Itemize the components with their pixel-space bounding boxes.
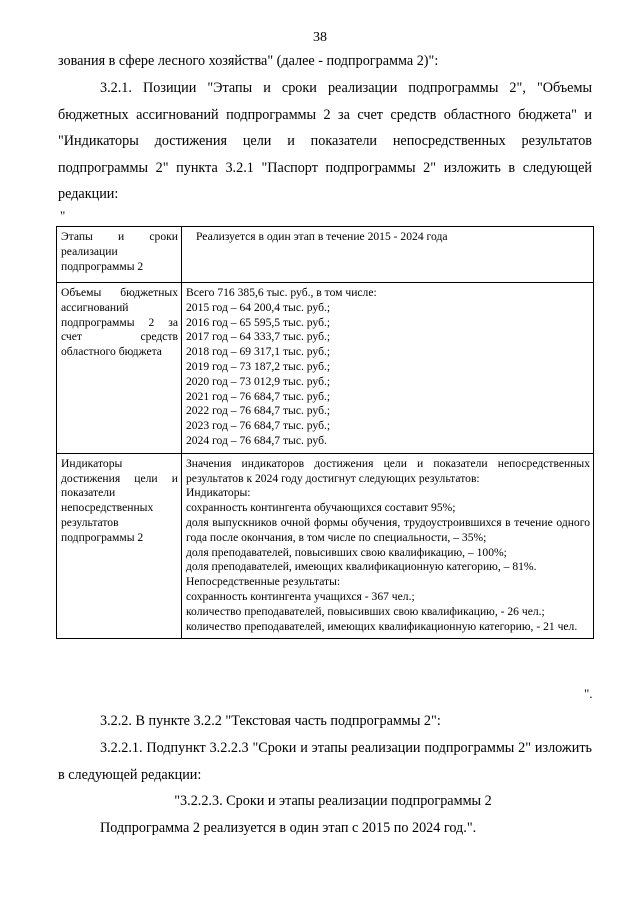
row-label-indicators: Индикаторы достижения цели и показатели непосредственных результатов подпрограммы 2 <box>57 453 182 639</box>
budget-line-2019: 2019 год – 73 187,2 тыс. руб.; <box>186 359 331 373</box>
budget-total: Всего 716 385,6 тыс. руб., в том числе: <box>186 286 377 299</box>
intro-continuation: зования в сфере лесного хозяйства" (далее - подпрограмма 2)": <box>58 53 439 69</box>
paragraph-3-2-2: 3.2.2. В пункте 3.2.2 "Текстовая часть подпрограммы 2": <box>100 713 441 729</box>
result-line: количество преподавателей, повысивших свою квалификацию, - 26 чел.; <box>186 604 545 618</box>
open-quote: " <box>60 208 66 223</box>
paragraph-3-2-2-1: 3.2.2.1. Подпункт 3.2.2.3 "Сроки и этапы реализации подпрограммы 2" изложить в следующей редакции: <box>58 740 592 783</box>
heading-3-2-2-3: "3.2.2.3. Сроки и этапы реализации подпрограммы 2 <box>174 793 492 809</box>
table-row-indicators <box>57 453 594 639</box>
budget-line-2020: 2020 год – 73 012,9 тыс. руб.; <box>186 374 331 388</box>
budget-line-2016: 2016 год – 65 595,5 тыс. руб.; <box>186 315 331 329</box>
result-line: сохранность контингента учащихся - 367 чел.; <box>186 589 415 603</box>
row-label-stages: Этапы и сроки реализации подпрограммы 2 <box>57 227 182 283</box>
indicator-line: доля выпускников очной формы обучения, трудоустроившихся в течение одного года после окончания, в том числе по специальности, – 35%; <box>186 515 590 544</box>
indicators-intro: Значения индикаторов достижения цели и показатели непосредственных результатов к 2024 году достигнут следующих результатов: <box>186 456 590 485</box>
paragraph-3-2-1: 3.2.1. Позиции "Этапы и сроки реализации подпрограммы 2", "Объемы бюджетных ассигнований подпрограммы 2 за счет средств областного бюджета" и "Индикаторы достижения цели и показатели непосредственных результатов подпрограммы 2" пункта 3.2.1 "Паспорт подпрограммы 2" изложить в следующей редакции: <box>58 80 592 202</box>
row-label-budget: Объемы бюджетных ассигнований подпрограммы 2 за счет средств областного бюджета <box>57 283 182 454</box>
indicators-heading: Индикаторы: <box>186 486 251 500</box>
budget-line-2017: 2017 год – 64 333,7 тыс. руб.; <box>186 330 331 344</box>
results-heading: Непосредственные результаты: <box>186 575 341 589</box>
close-quote: ". <box>584 686 593 701</box>
budget-line-2018: 2018 год – 69 317,1 тыс. руб.; <box>186 345 331 359</box>
row-value-stages <box>182 227 594 283</box>
indicator-line: сохранность контингента обучающихся составит 95%; <box>186 501 456 515</box>
indicator-line: доля преподавателей, имеющих квалификационную категорию, – 81%. <box>186 560 537 574</box>
budget-line-2015: 2015 год – 64 200,4 тыс. руб.; <box>186 300 331 314</box>
page-number: 38 <box>313 30 327 45</box>
result-line: количество преподавателей, имеющих квалификационную категорию, - 21 чел. <box>186 619 578 633</box>
row-value-budget <box>182 283 594 454</box>
row-value-indicators <box>182 453 594 639</box>
budget-line-2022: 2022 год – 76 684,7 тыс. руб.; <box>186 404 331 418</box>
value-line: Реализуется в один этап в течение 2015 - 2024 года <box>196 230 448 243</box>
table-row-stages <box>57 227 594 283</box>
budget-line-2023: 2023 год – 76 684,7 тыс. руб.; <box>186 419 331 433</box>
budget-line-2024: 2024 год – 76 684,7 тыс. руб. <box>186 433 327 447</box>
indicator-line: доля преподавателей, повысивших свою квалификацию, – 100%; <box>186 545 507 559</box>
table-row-budget <box>57 283 594 454</box>
passport-table <box>56 226 594 639</box>
budget-line-2021: 2021 год – 76 684,7 тыс. руб.; <box>186 389 331 403</box>
final-paragraph: Подпрограмма 2 реализуется в один этап с 2015 по 2024 год.". <box>100 820 477 836</box>
